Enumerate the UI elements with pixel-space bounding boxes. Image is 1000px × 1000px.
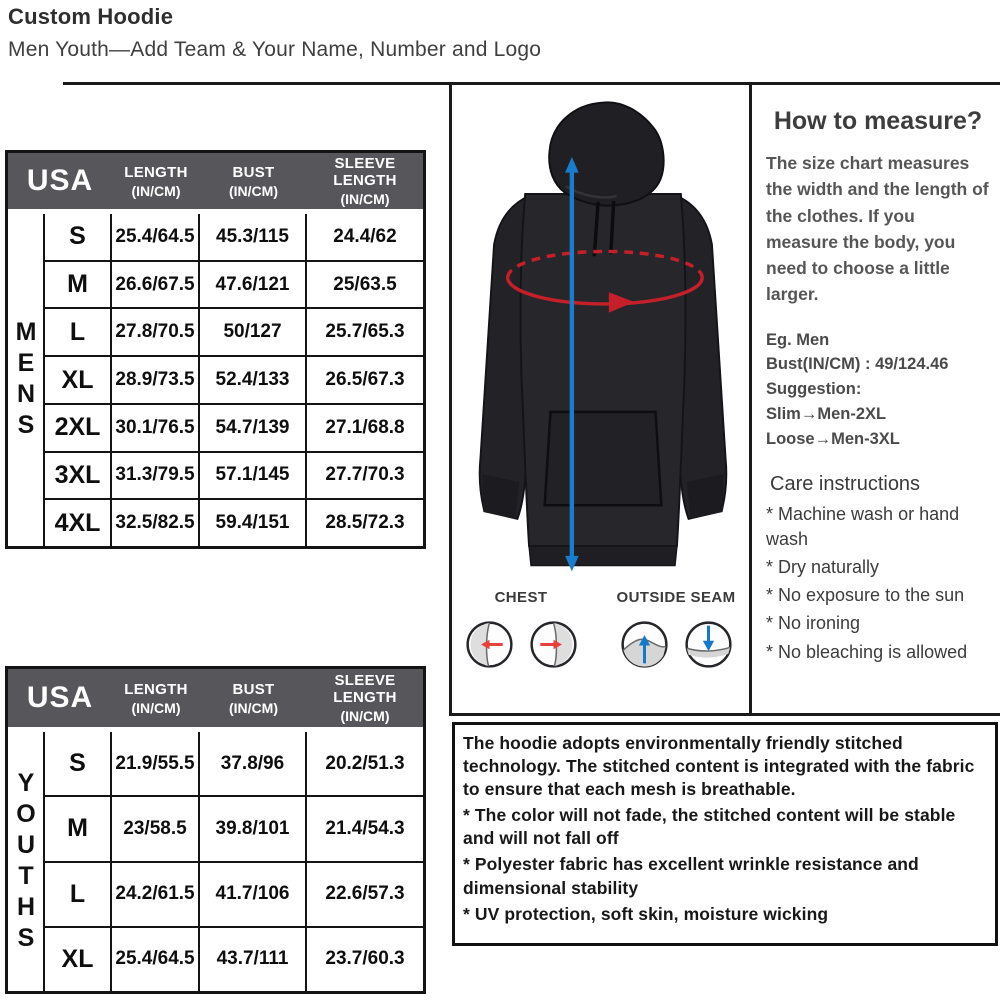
- mens-table-header: [8, 153, 423, 209]
- mens-group-label-cell: [8, 214, 45, 546]
- mens-size-table: [5, 150, 426, 549]
- seam-arrow-down-icon: [684, 620, 733, 669]
- table-row: XL 25.4/64.5 43.7/111 23.7/60.3: [45, 926, 423, 991]
- description-line: * Polyester fabric has excellent wrinkle resistance and dimensional stability: [463, 854, 919, 898]
- mens-group-label: MENS: [12, 318, 40, 442]
- chest-arrow-left-icon: [465, 620, 514, 669]
- how-to-measure-panel: [752, 85, 1000, 713]
- care-item: * Dry naturally: [766, 556, 880, 577]
- description-line: * UV protection, soft skin, moisture wicking: [463, 903, 829, 924]
- table-row: S 21.9/55.5 37.8/96 20.2/51.3: [45, 732, 423, 795]
- column-header-usa: USA: [26, 164, 94, 197]
- column-header-bust: BUST (IN/CM): [229, 680, 278, 716]
- how-to-measure-heading: How to measure?: [773, 107, 983, 135]
- column-header-sleeve-length: SLEEVE LENGTH (IN/CM): [333, 672, 397, 724]
- middle-section: [449, 85, 1000, 716]
- chest-label: CHEST: [494, 589, 548, 606]
- care-instructions-list: [766, 502, 990, 664]
- table-row: M 26.6/67.5 47.6/121 25/63.5: [45, 260, 423, 308]
- chest-arrow-right-icon: [529, 620, 578, 669]
- youths-size-table: [5, 666, 426, 994]
- measure-intro-text: The size chart measures the width and the length of the clothes. If you measure the body, you need to choose a little larger.: [766, 153, 989, 305]
- column-header-bust: BUST (IN/CM): [229, 163, 278, 199]
- table-row: L 27.8/70.5 50/127 25.7/65.3: [45, 307, 423, 355]
- table-row: 3XL 31.3/79.5 57.1/145 27.7/70.3: [45, 451, 423, 499]
- seam-arrow-up-icon: [620, 620, 669, 669]
- outside-seam-label: OUTSIDE SEAM: [616, 589, 736, 606]
- hoodie-diagram-panel: [449, 85, 752, 713]
- page-subtitle: Men Youth—Add Team & Your Name, Number and Logo: [8, 38, 542, 61]
- care-item: * No bleaching is allowed: [766, 641, 968, 662]
- table-row: S 25.4/64.5 45.3/115 24.4/62: [45, 214, 423, 260]
- outside-seam-measure-group: [612, 589, 740, 669]
- care-item: * No exposure to the sun: [766, 585, 965, 606]
- column-header-usa: USA: [26, 681, 94, 714]
- column-header-length: LENGTH (IN/CM): [124, 680, 188, 716]
- table-row: 4XL 32.5/82.5 59.4/151 28.5/72.3: [45, 498, 423, 546]
- youths-table-body: [8, 727, 423, 991]
- hoodie-image: [457, 87, 749, 585]
- product-description-box: [452, 722, 998, 946]
- table-row: M 23/58.5 39.8/101 21.4/54.3: [45, 795, 423, 860]
- youths-group-label: YOUTHS: [12, 768, 40, 955]
- chest-measure-group: [462, 589, 580, 669]
- care-item: * Machine wash or hand wash: [766, 504, 960, 549]
- measure-icons: [452, 589, 749, 699]
- table-row: L 24.2/61.5 41.7/106 22.6/57.3: [45, 861, 423, 926]
- table-row: 2XL 30.1/76.5 54.7/139 27.1/68.8: [45, 403, 423, 451]
- mens-table-body: [8, 209, 423, 546]
- page-title: Custom Hoodie: [8, 4, 174, 29]
- care-item: * No ironing: [766, 613, 861, 634]
- description-line: * The color will not fade, the stitched content will be stable and will not fall off: [463, 805, 956, 849]
- description-line: The hoodie adopts environmentally friendly stitched technology. The stitched content is integrated with the fabric to ensure that each mesh is breathable.: [463, 733, 975, 800]
- column-header-sleeve-length: SLEEVE LENGTH (IN/CM): [333, 155, 397, 207]
- youths-group-label-cell: [8, 732, 45, 991]
- table-row: XL 28.9/73.5 52.4/133 26.5/67.3: [45, 355, 423, 403]
- youths-table-header: [8, 669, 423, 727]
- column-header-length: LENGTH (IN/CM): [124, 163, 188, 199]
- care-instructions-heading: Care instructions: [770, 473, 921, 496]
- size-example-block: Eg. Men Bust(IN/CM) : 49/124.46 Suggestion: Slim→Men-2XL Loose→Men-3XL: [766, 330, 949, 448]
- page-header: [8, 4, 541, 62]
